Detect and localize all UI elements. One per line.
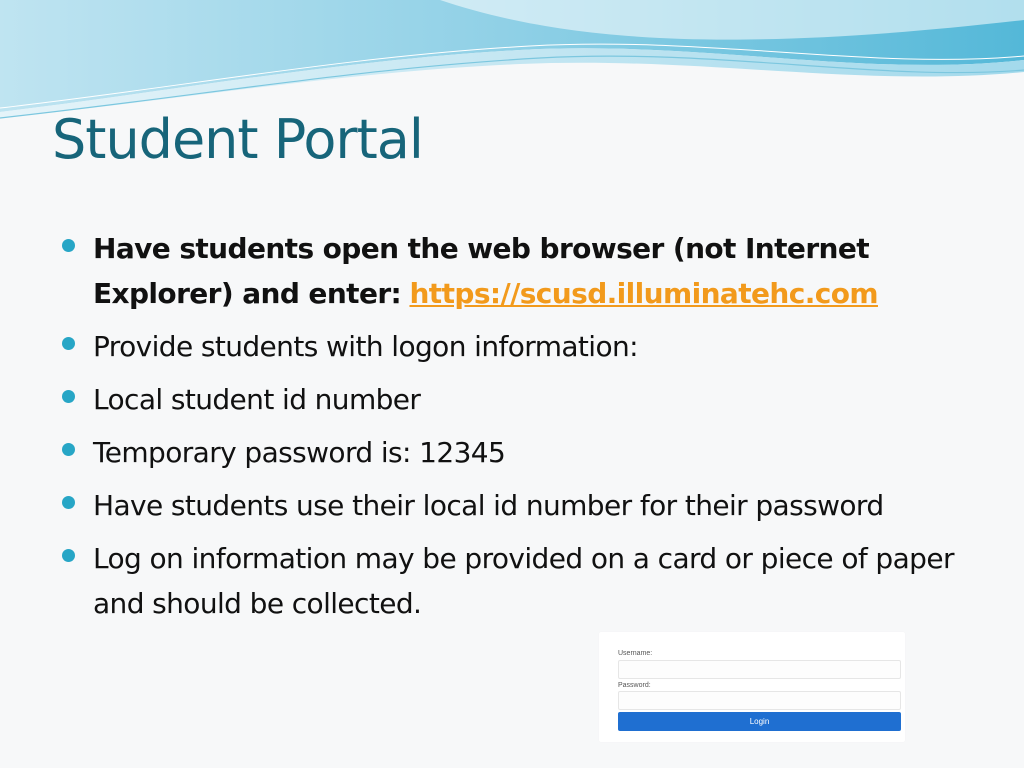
bullet-dot-icon xyxy=(62,443,75,456)
bullet-list xyxy=(62,226,992,634)
login-form-screenshot xyxy=(599,632,905,742)
slide-title: Student Portal xyxy=(52,108,423,171)
bullet-text: Log on information may be provided on a card or piece of paper and should be collected. xyxy=(93,542,954,620)
password-input[interactable] xyxy=(618,691,901,710)
bullet-text: Temporary password is: 12345 xyxy=(93,436,506,469)
bullet-item-logon-info xyxy=(62,324,992,369)
username-input[interactable] xyxy=(618,660,901,679)
bullet-dot-icon xyxy=(62,337,75,350)
bullet-dot-icon xyxy=(62,390,75,403)
bullet-text: Have students use their local id number for their password xyxy=(93,489,884,522)
portal-url-link[interactable]: https://scusd.illuminatehc.com xyxy=(409,277,878,310)
bullet-text: Local student id number xyxy=(93,383,421,416)
bullet-text: Provide students with logon information: xyxy=(93,330,638,363)
username-label: Username: xyxy=(618,650,653,657)
bullet-dot-icon xyxy=(62,549,75,562)
password-label: Password: xyxy=(618,682,651,689)
bullet-text: Have students open the web browser (not Internet Explorer) and enter: xyxy=(93,232,870,310)
bullet-item-logon-card xyxy=(62,536,992,626)
bullet-item-id-as-password xyxy=(62,483,992,528)
bullet-item-student-id xyxy=(62,377,992,422)
bullet-item-temp-password xyxy=(62,430,992,475)
bullet-dot-icon xyxy=(62,496,75,509)
login-button[interactable]: Login xyxy=(618,712,901,731)
bullet-item-open-browser xyxy=(62,226,992,316)
bullet-dot-icon xyxy=(62,239,75,252)
